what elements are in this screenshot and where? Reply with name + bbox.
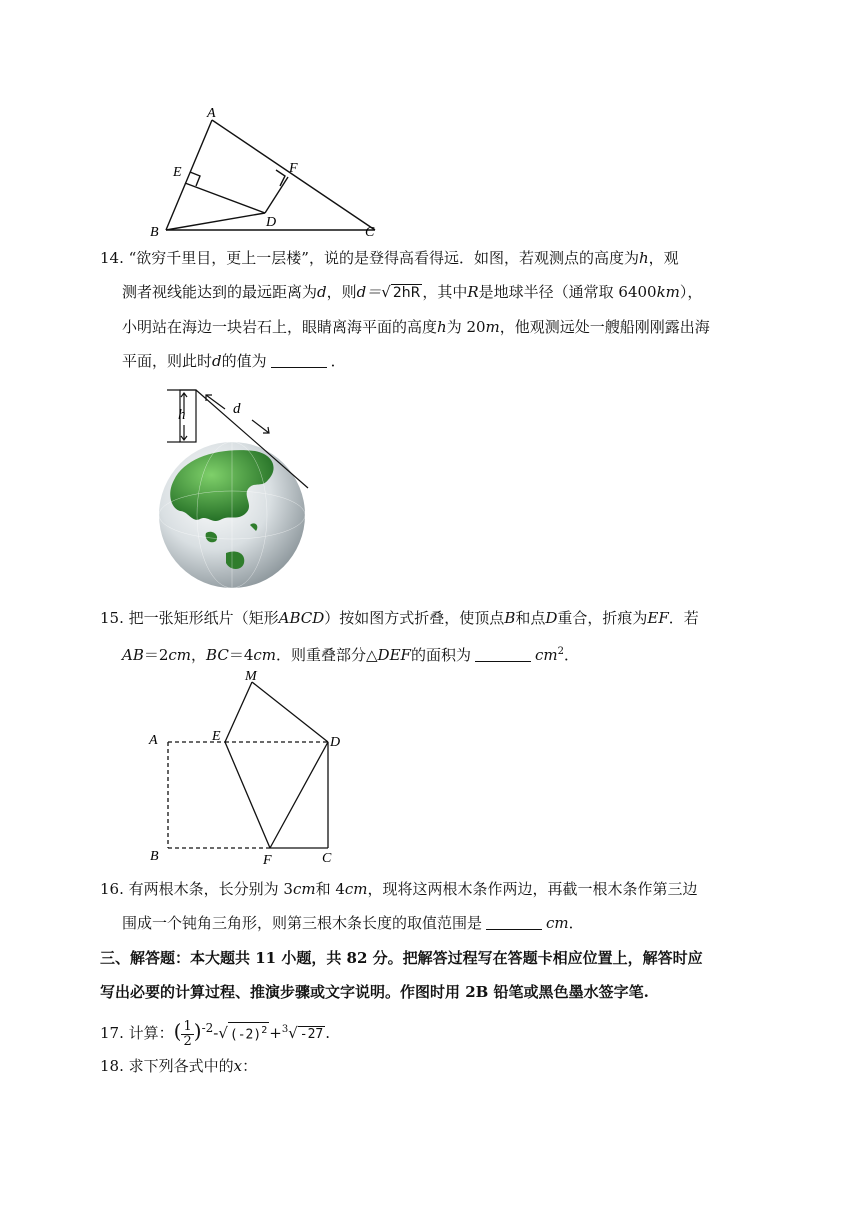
label-d: d bbox=[233, 401, 241, 417]
globe-figure-14 bbox=[150, 385, 320, 594]
q14-line-1: 14. “欲穷千里目，更上一层楼”，说的是登得高看得远．如图，若观测点的高度为h，观 bbox=[100, 249, 679, 267]
q18-line: 18. 求下列各式中的x： bbox=[100, 1057, 258, 1075]
q14-number: 14. bbox=[100, 249, 124, 267]
q15-line-1: 15. 把一张矩形纸片（矩形ABCD）按如图方式折叠，使顶点B和点D重合，折痕为EF．若 bbox=[100, 609, 699, 627]
q16-line-2: 围成一个钝角三角形，则第三根木条长度的取值范围是 cm． bbox=[122, 914, 584, 932]
answer-blank-16 bbox=[486, 915, 542, 930]
label-A: A bbox=[207, 106, 216, 121]
label-D: D bbox=[266, 215, 277, 230]
section-3-heading-line-1: 三、解答题：本大题共 11 小题，共 82 分。把解答过程写在答题卡相应位置上，解答时应 bbox=[100, 949, 703, 967]
q16-line-1: 16. 有两根木条，长分别为 3cm和 4cm，现将这两根木条作两边，再截一根木条作第三边 bbox=[100, 880, 698, 898]
label-C: C bbox=[322, 851, 332, 866]
label-B: B bbox=[150, 225, 159, 240]
q15-number: 15. bbox=[100, 609, 124, 627]
triangle-figure-13 bbox=[150, 100, 390, 244]
q18-number: 18. bbox=[100, 1057, 124, 1075]
q17-number: 17. bbox=[100, 1024, 124, 1042]
label-E: E bbox=[212, 729, 221, 744]
label-F: F bbox=[289, 161, 298, 176]
fraction-one-half: $\frac{1}{2}$ bbox=[183, 1018, 192, 1049]
label-B: B bbox=[150, 849, 159, 864]
q14-line-3: 小明站在海边一块岩石上，眼睛离海平面的高度h为 20m，他观测远处一艘船刚刚露出海 bbox=[122, 318, 710, 336]
fold-figure-15 bbox=[140, 668, 355, 872]
label-D: D bbox=[330, 735, 341, 750]
cbrt-neg27: -27 bbox=[299, 1027, 324, 1042]
q14-line-2: 测者视线能达到的最远距离为d，则d＝√ 2hR ，其中R是地球半径（通常取 6400km）， bbox=[122, 283, 703, 301]
label-F: F bbox=[263, 853, 272, 868]
q14-line-4: 平面，则此时d的值为 ． bbox=[122, 352, 346, 370]
label-h: h bbox=[178, 407, 186, 423]
label-A: A bbox=[149, 733, 158, 748]
sqrt-2hR: 2hR bbox=[392, 285, 421, 301]
q15-line-2: AB＝2cm，BC＝4cm．则重叠部分△DEF的面积为 $cm^2$． bbox=[122, 646, 579, 664]
section-3-heading-line-2: 写出必要的计算过程、推演步骤或文字说明。作图时用 2B 铅笔或黑色墨水签字笔. bbox=[100, 983, 649, 1001]
answer-blank-15 bbox=[475, 647, 531, 662]
label-E: E bbox=[173, 165, 182, 180]
label-M: M bbox=[245, 669, 257, 684]
sqrt-neg2-squared: $(-2)^2$ bbox=[228, 1022, 269, 1043]
label-C: C bbox=[365, 225, 375, 240]
q17-line: 17. 计算：( $\frac{1}{2}$ )$^{-2}$-√ $(-2)^2 +^3√$ -27 . bbox=[100, 1018, 331, 1049]
answer-blank-14 bbox=[271, 353, 327, 368]
q16-number: 16. bbox=[100, 880, 124, 898]
